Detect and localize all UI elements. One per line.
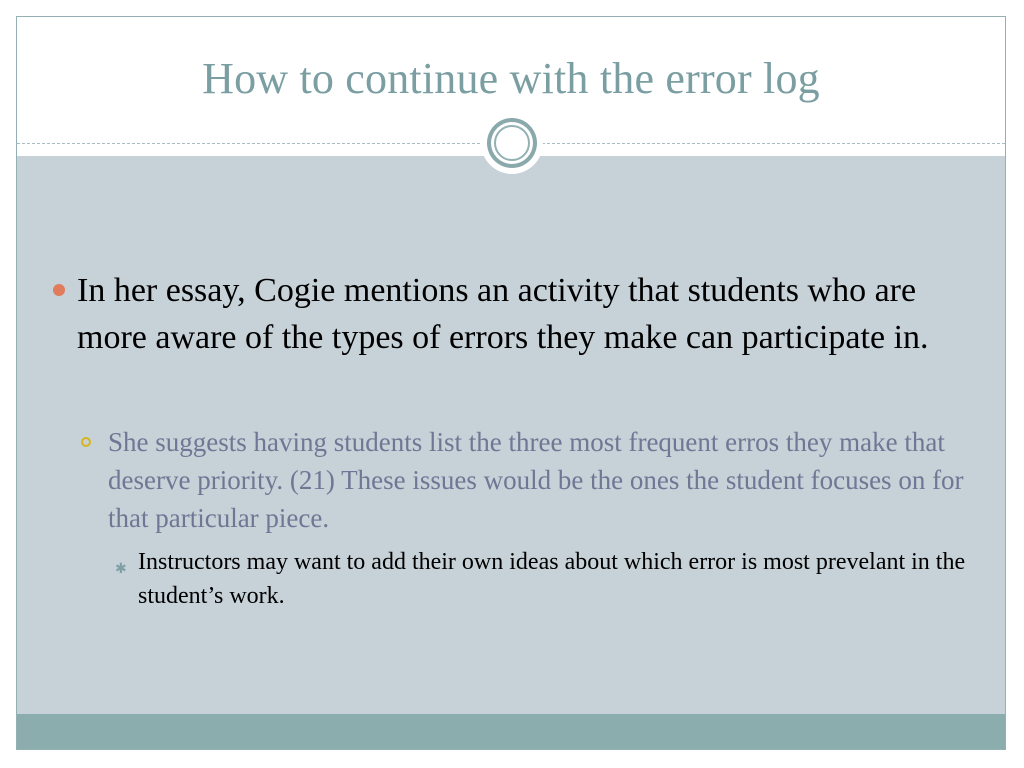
- star-bullet-icon: ✱: [115, 561, 127, 577]
- hollow-circle-bullet-icon: [81, 437, 91, 447]
- bullet-text: Instructors may want to add their own ideas about which error is most prevelant in the student’s work.: [138, 549, 966, 609]
- circle-ornament-icon: [481, 112, 543, 174]
- slide: [16, 16, 1006, 750]
- bullet-level-1: [77, 267, 977, 361]
- slide-title: How to continue with the error log: [202, 54, 820, 103]
- filled-circle-bullet-icon: [53, 284, 65, 296]
- bullet-level-3: [115, 545, 978, 613]
- bullet-text: She suggests having students list the three most frequent erros they make that deserve priority. (21) These issues would be the ones the student focuses on for that particular piece.: [108, 427, 964, 533]
- bullet-text: In her essay, Cogie mentions an activity that students who are more aware of the types of errors they make can participate in.: [77, 272, 929, 356]
- bullet-level-2: [108, 423, 988, 537]
- footer-band: [17, 714, 1005, 749]
